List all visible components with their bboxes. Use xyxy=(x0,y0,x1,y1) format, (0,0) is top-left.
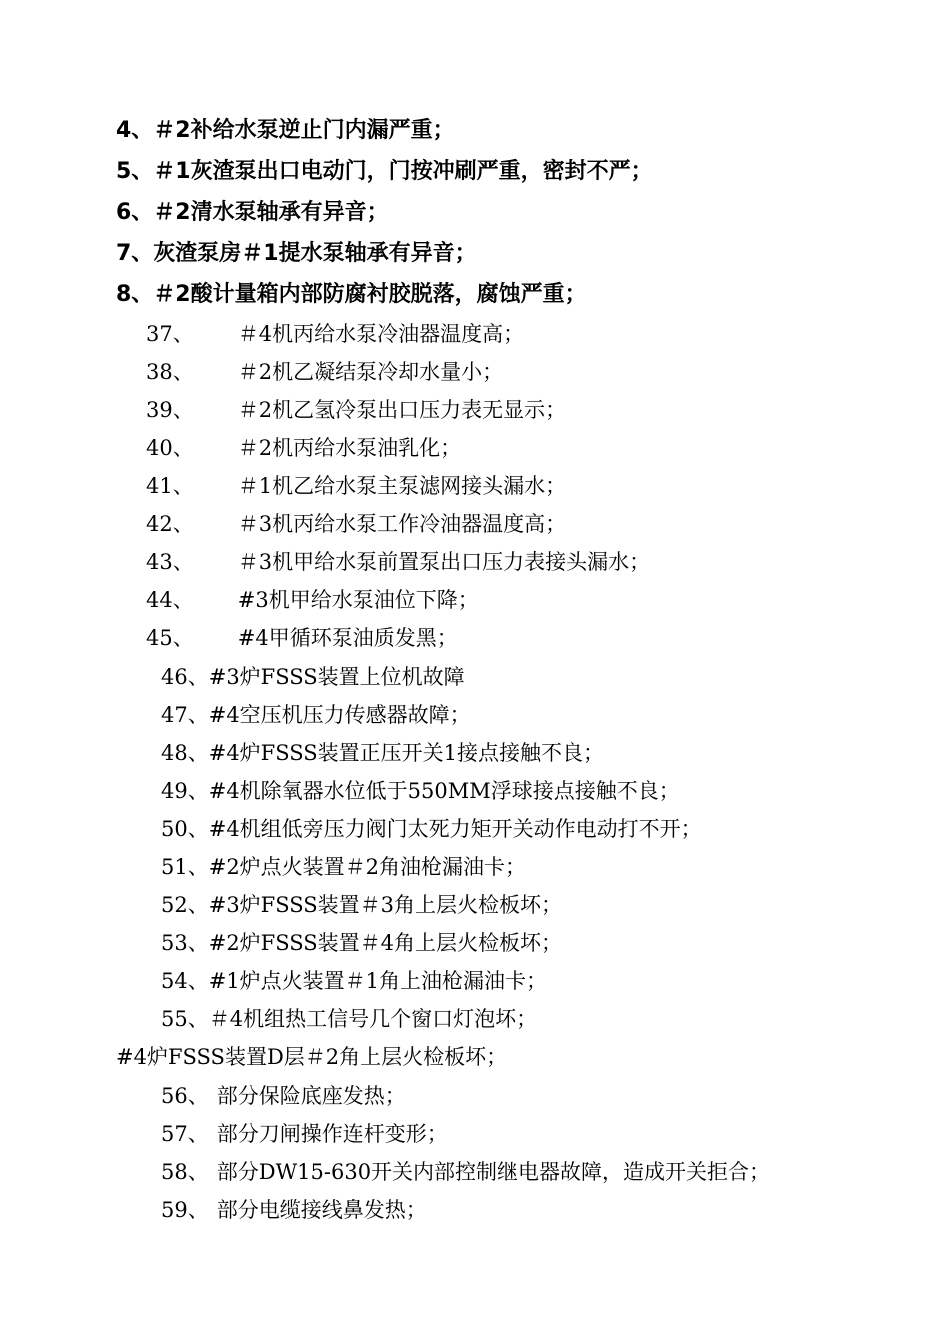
list-item xyxy=(161,1119,448,1149)
list-item: 49、#4机除氧器水位低于550MM浮球接点接触不良； xyxy=(161,779,680,803)
item-text: #3机甲给水泵油位下降； xyxy=(237,588,479,612)
item-number: 37、 xyxy=(146,322,194,346)
item-text: 部分刀闸操作连杆变形； xyxy=(216,1122,448,1146)
list-item: 8、＃2酸计量箱内部防腐衬胶脱落，腐蚀严重； xyxy=(116,282,587,307)
list-item: 53、#2炉FSSS装置＃4角上层火检板坏； xyxy=(161,931,563,955)
list-item xyxy=(146,585,479,615)
list-item: 50、#4机组低旁压力阀门太死力矩开关动作电动打不开； xyxy=(161,817,702,841)
list-item xyxy=(146,623,458,653)
list-item xyxy=(146,433,461,463)
list-item: 55、＃4机组热工信号几个窗口灯泡坏； xyxy=(161,1007,538,1031)
item-number: 38、 xyxy=(146,360,194,384)
item-text: ＃4机丙给水泵冷油器温度高； xyxy=(237,322,525,346)
list-item xyxy=(161,1157,770,1187)
item-number: 56、 xyxy=(161,1084,209,1108)
item-text: 部分保险底座发热； xyxy=(216,1084,406,1108)
item-text: ＃3机甲给水泵前置泵出口压力表接头漏水； xyxy=(237,550,651,574)
list-item xyxy=(146,357,503,387)
list-item xyxy=(161,1081,406,1111)
item-number: 40、 xyxy=(146,436,194,460)
list-item: 7、灰渣泵房＃1提水泵轴承有异音； xyxy=(116,241,477,266)
item-text: ＃2机乙氢冷泵出口压力表无显示； xyxy=(237,398,567,422)
item-text: ＃2机乙凝结泵冷却水量小； xyxy=(237,360,504,384)
list-item: 52、#3炉FSSS装置＃3角上层火检板坏； xyxy=(161,893,563,917)
list-item xyxy=(146,471,566,501)
item-text: ＃3机丙给水泵工作冷油器温度高； xyxy=(237,512,567,536)
list-item: 4、＃2补给水泵逆止门内漏严重； xyxy=(116,118,455,143)
list-item xyxy=(146,509,566,539)
list-item xyxy=(146,319,524,349)
item-text: ＃1机乙给水泵主泵滤网接头漏水； xyxy=(237,474,567,498)
list-item: 48、#4炉FSSS装置正压开关1接点接触不良； xyxy=(161,741,605,765)
item-number: 45、 xyxy=(146,626,194,650)
item-number: 44、 xyxy=(146,588,194,612)
list-item xyxy=(146,395,566,425)
list-item: 54、#1炉点火装置＃1角上油枪漏油卡； xyxy=(161,969,548,993)
item-number: 59、 xyxy=(161,1198,209,1222)
list-item: 46、#3炉FSSS装置上位机故障 xyxy=(161,665,465,689)
list-item: 47、#4空压机压力传感器故障； xyxy=(161,703,471,727)
list-item xyxy=(161,1195,427,1225)
list-item: 5、＃1灰渣泵出口电动门，门按冲刷严重，密封不严； xyxy=(116,159,653,184)
list-item: #4炉FSSS装置D层＃2角上层火检板坏； xyxy=(116,1045,508,1069)
list-item: 6、＃2清水泵轴承有异音； xyxy=(116,200,389,225)
item-text: #4甲循环泵油质发黑； xyxy=(237,626,458,650)
item-text: ＃2机丙给水泵油乳化； xyxy=(237,436,462,460)
item-number: 57、 xyxy=(161,1122,209,1146)
list-item xyxy=(146,547,650,577)
item-number: 39、 xyxy=(146,398,194,422)
item-number: 41、 xyxy=(146,474,194,498)
item-number: 43、 xyxy=(146,550,194,574)
item-number: 58、 xyxy=(161,1160,209,1184)
list-item: 51、#2炉点火装置＃2角油枪漏油卡； xyxy=(161,855,527,879)
item-text: 部分DW15-630开关内部控制继电器故障，造成开关拒合； xyxy=(216,1160,771,1184)
item-text: 部分电缆接线鼻发热； xyxy=(216,1198,427,1222)
item-number: 42、 xyxy=(146,512,194,536)
